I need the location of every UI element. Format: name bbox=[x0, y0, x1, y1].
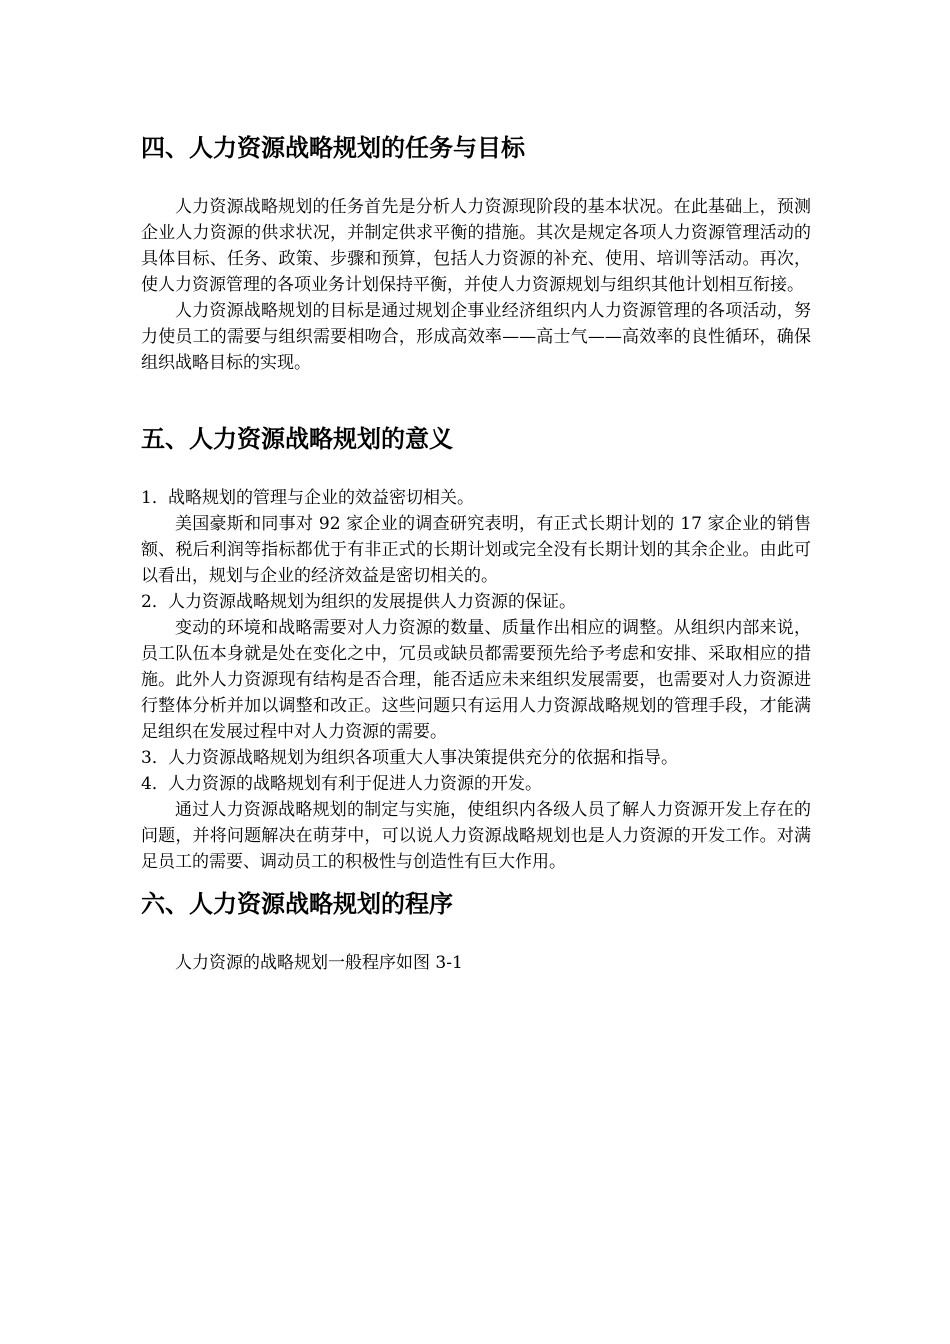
section-heading-procedure: 六、人力资源战略规划的程序 bbox=[141, 890, 453, 918]
list-item-body: 通过人力资源战略规划的制定与实施，使组织内各级人员了解人力资源开发上存在的问题，并将问题解决在萌芽中，可以说人力资源战略规划也是人力资源的开发工作。对满足员工的需要、调动员工的积极性与创造性有巨大作用。 bbox=[141, 800, 811, 872]
list-item bbox=[141, 589, 811, 615]
list-item-title: 人力资源战略规划为组织各项重大人事决策提供充分的依据和指导。 bbox=[168, 748, 678, 768]
list-item bbox=[141, 745, 811, 771]
list-item-body: 美国豪斯和同事对 92 家企业的调查研究表明，有正式长期计划的 17 家企业的销售额、税后利润等指标都优于有非正式的长期计划或完全没有长期计划的其余企业。由此可以看出，规划与企业的经济效益是密切相关的。 bbox=[141, 514, 811, 586]
paragraph-tasks: 人力资源战略规划的任务首先是分析人力资源现阶段的基本状况。在此基础上，预测企业人力资源的供求状况，并制定供求平衡的措施。其次是规定各项人力资源管理活动的具体目标、任务、政策、步骤和预算，包括人力资源的补充、使用、培训等活动。再次，使人力资源管理的各项业务计划保持平衡，并使人力资源规划与组织其他计划相互衔接。 bbox=[141, 197, 811, 295]
section-heading-tasks-goals: 四、人力资源战略规划的任务与目标 bbox=[141, 134, 525, 162]
section-body-significance bbox=[141, 485, 811, 875]
list-item bbox=[141, 771, 811, 797]
list-item-title: 人力资源战略规划为组织的发展提供人力资源的保证。 bbox=[168, 592, 576, 612]
section-body-procedure bbox=[141, 950, 811, 976]
list-item-body: 变动的环境和战略需要对人力资源的数量、质量作出相应的调整。从组织内部来说，员工队伍本身就是处在变化之中，冗员或缺员都需要预先给予考虑和安排、采取相应的措施。此外人力资源现有结构是否合理，能否适应未来组织发展需要，也需要对人力资源进行整体分析并加以调整和改正。这些问题只有运用人力资源战略规划的管理手段，才能满足组织在发展过程中对人力资源的需要。 bbox=[141, 618, 811, 742]
list-item-title: 战略规划的管理与企业的效益密切相关。 bbox=[168, 488, 474, 508]
list-item-number: 2． bbox=[141, 592, 169, 612]
paragraph-goals: 人力资源战略规划的目标是通过规划企事业经济组织内人力资源管理的各项活动，努力使员工的需要与组织需要相吻合，形成高效率——高士气——高效率的良性循环，确保组织战略目标的实现。 bbox=[141, 301, 811, 373]
list-item-number: 1． bbox=[141, 488, 169, 508]
list-item-number: 4． bbox=[141, 774, 169, 794]
section-body-tasks-goals bbox=[141, 194, 811, 376]
paragraph-procedure: 人力资源的战略规划一般程序如图 3-1 bbox=[175, 953, 463, 973]
list-item bbox=[141, 485, 811, 511]
section-heading-significance: 五、人力资源战略规划的意义 bbox=[141, 425, 453, 453]
list-item-number: 3． bbox=[141, 748, 169, 768]
list-item-title: 人力资源的战略规划有利于促进人力资源的开发。 bbox=[168, 774, 542, 794]
